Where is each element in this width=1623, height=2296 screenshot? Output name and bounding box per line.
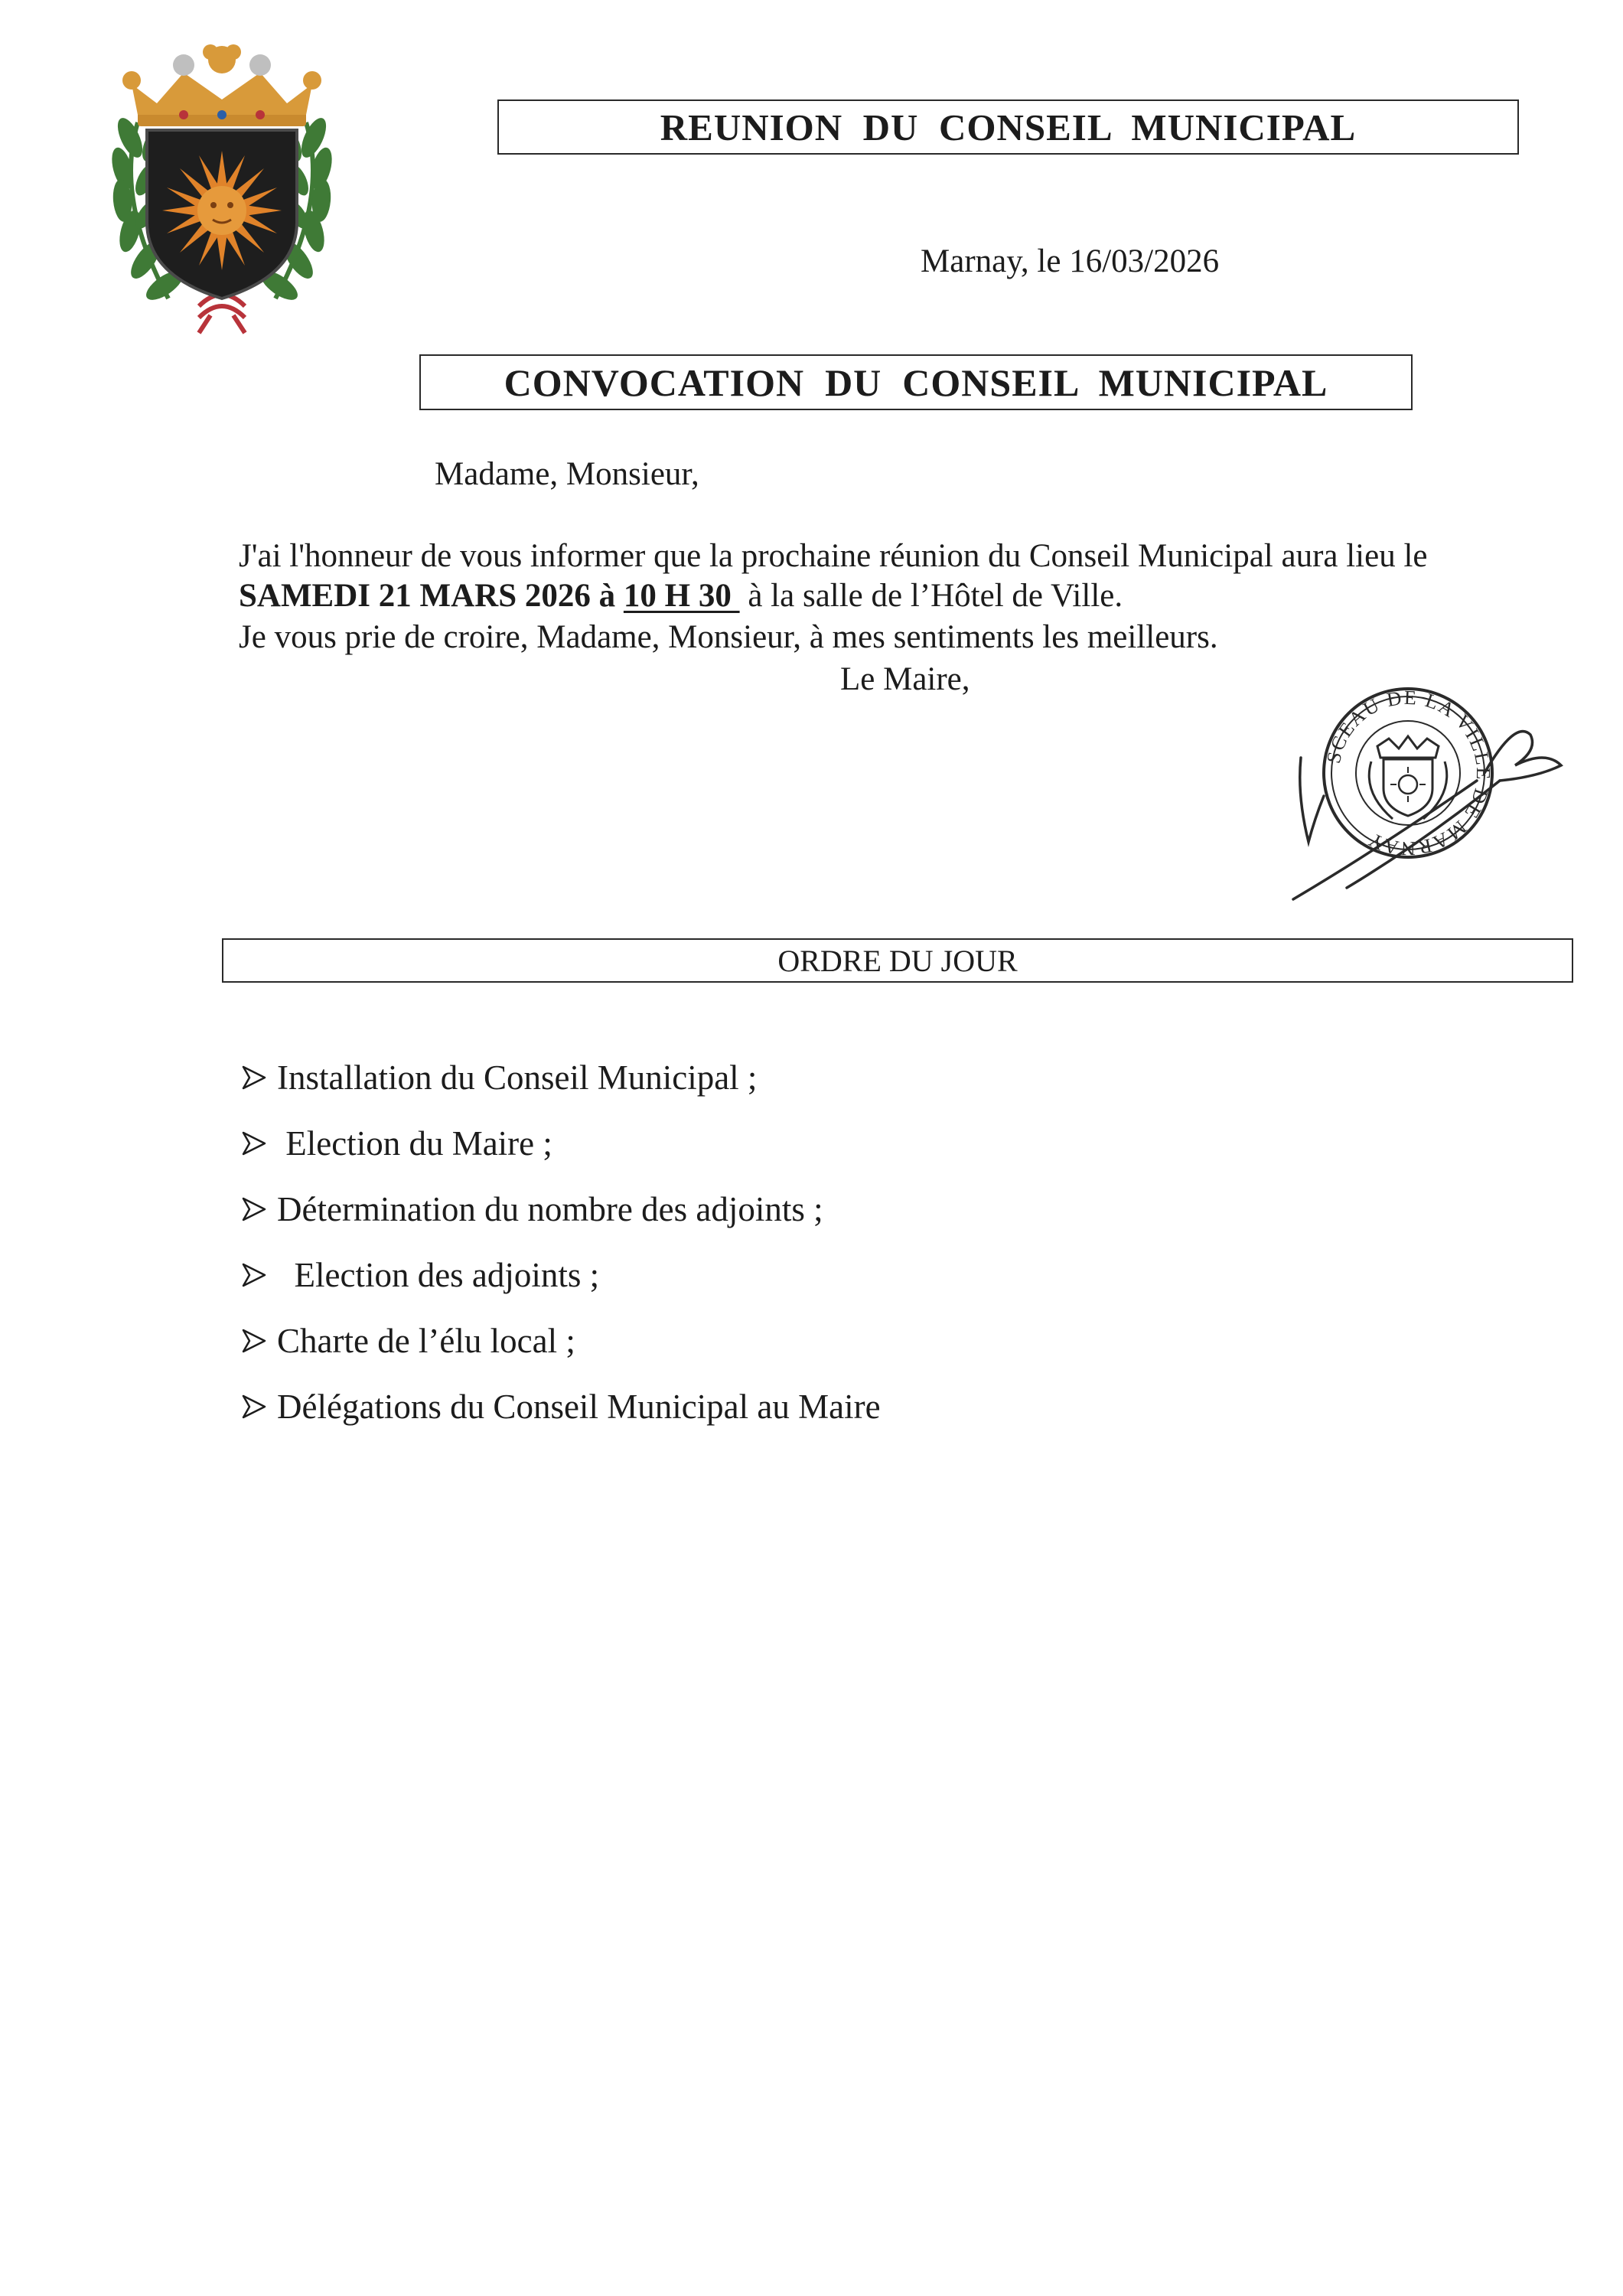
body-line-3: Je vous prie de croire, Madame, Monsieur, à mes sentiments les meilleurs. [239,619,1218,655]
arrow-bullet-icon [239,1260,269,1290]
agenda-item [239,1110,881,1176]
agenda-list [239,1045,881,1440]
arrow-bullet-icon [239,1062,269,1093]
agenda-item [239,1308,881,1374]
agenda-item-label: Détermination du nombre des adjoints ; [277,1190,823,1228]
meeting-date: SAMEDI 21 MARS 2026 à [239,578,624,614]
meeting-title-box [497,99,1519,155]
coat-of-arms-logo [84,31,360,337]
agenda-item-label: Election des adjoints ; [277,1256,600,1294]
arrow-bullet-icon [239,1128,269,1159]
arrow-bullet-icon [239,1326,269,1356]
agenda-item-label: Charte de l’élu local ; [277,1322,575,1360]
salutation: Madame, Monsieur, [435,456,699,492]
agenda-item [239,1045,881,1110]
agenda-item [239,1242,881,1308]
agenda-item-label: Installation du Conseil Municipal ; [277,1058,758,1097]
body-line-2 [239,579,1123,612]
agenda-item-label: Election du Maire ; [277,1124,552,1163]
date-line: Marnay, le 16/03/2026 [921,243,1220,279]
agenda-title-box [222,938,1573,983]
agenda-item-label: Délégations du Conseil Municipal au Maire [277,1388,881,1426]
meeting-location: à la salle de l’Hôtel de Ville. [739,578,1123,614]
seal-and-signature [1286,666,1576,911]
body-line-1: J'ai l'honneur de vous informer que la prochaine réunion du Conseil Municipal aura lieu le [239,538,1428,574]
meeting-time: 10 H 30 [623,578,740,614]
svg-text:SCEAU DE LA VILLE DE MARNAY: SCEAU DE LA VILLE DE MARNAY [1322,686,1495,860]
official-seal-icon [1322,687,1494,859]
convocation-title: CONVOCATION DU CONSEIL MUNICIPAL [504,360,1328,404]
agenda-item [239,1374,881,1440]
arrow-bullet-icon [239,1194,269,1225]
agenda-title: ORDRE DU JOUR [777,943,1018,978]
signature-title: Le Maire, [840,661,970,697]
convocation-title-box [419,354,1413,410]
arrow-bullet-icon [239,1391,269,1422]
meeting-title: REUNION DU CONSEIL MUNICIPAL [660,106,1357,148]
agenda-item [239,1176,881,1242]
